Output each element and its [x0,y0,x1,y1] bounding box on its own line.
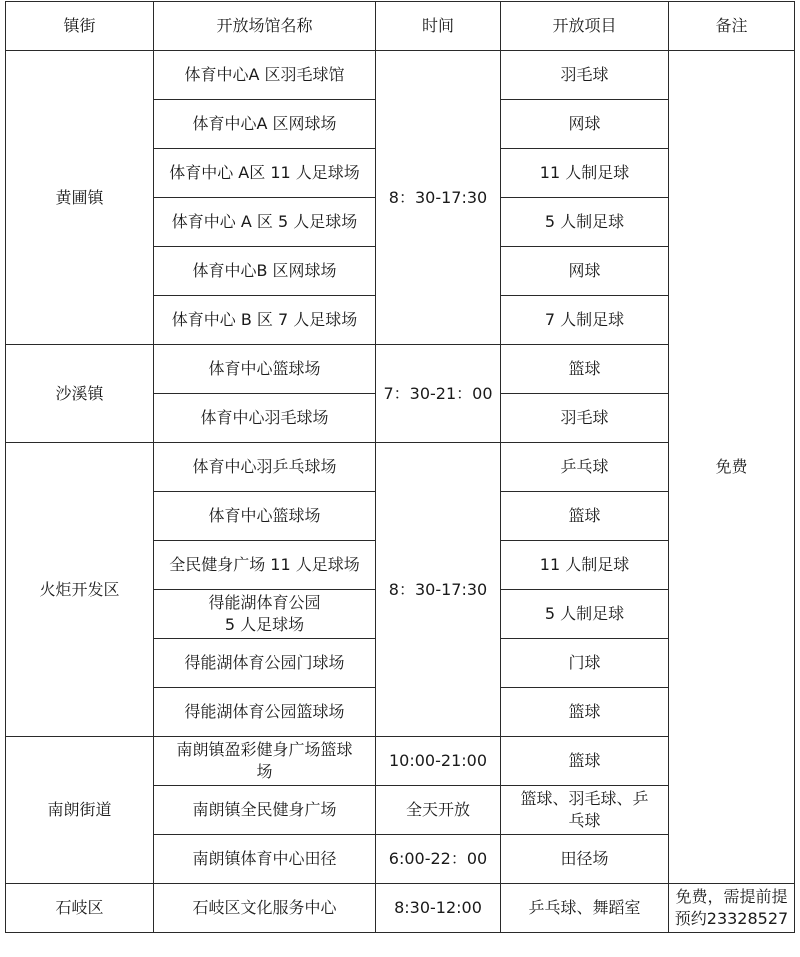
venue-line: 南朗镇盈彩健身广场篮球 [176,740,353,759]
venue-cell: 石岐区文化服务中心 [154,884,376,933]
time-cell: 10:00-21:00 [376,737,501,786]
table-row [6,51,795,100]
venue-cell: 体育中心 B 区 7 人足球场 [154,296,376,345]
project-line: 乓球 [568,811,601,830]
venue-cell: 体育中心 A区 11 人足球场 [154,149,376,198]
project-cell: 11 人制足球 [501,541,669,590]
venue-cell: 体育中心A 区网球场 [154,100,376,149]
project-cell: 羽毛球 [501,394,669,443]
time-cell: 8:30-12:00 [376,884,501,933]
remark-line: 免费，需提前提 [675,887,788,906]
venue-cell: 体育中心篮球场 [154,345,376,394]
town-cell: 沙溪镇 [6,345,154,443]
project-cell: 5 人制足球 [501,590,669,639]
project-cell: 乒乓球、舞蹈室 [501,884,669,933]
venue-cell [154,590,376,639]
remark-cell: 免费 [669,51,795,884]
header-project: 开放项目 [501,2,669,51]
venue-cell: 体育中心 A 区 5 人足球场 [154,198,376,247]
venue-cell: 得能湖体育公园篮球场 [154,688,376,737]
venue-cell: 全民健身广场 11 人足球场 [154,541,376,590]
project-cell: 篮球 [501,737,669,786]
town-cell: 南朗街道 [6,737,154,884]
venue-cell: 体育中心羽毛球场 [154,394,376,443]
header-venue: 开放场馆名称 [154,2,376,51]
time-cell: 7：30-21：00 [376,345,501,443]
project-cell: 篮球 [501,345,669,394]
town-cell: 黄圃镇 [6,51,154,345]
venue-cell: 体育中心B 区网球场 [154,247,376,296]
table-row [6,884,795,933]
project-cell: 篮球 [501,688,669,737]
venue-cell: 南朗镇体育中心田径 [154,835,376,884]
time-cell: 6:00-22：00 [376,835,501,884]
header-time: 时间 [376,2,501,51]
venue-line: 得能湖体育公园 [208,593,321,612]
venue-cell: 南朗镇全民健身广场 [154,786,376,835]
time-cell: 全天开放 [376,786,501,835]
time-cell: 8：30-17:30 [376,51,501,345]
project-cell: 11 人制足球 [501,149,669,198]
time-cell: 8：30-17:30 [376,443,501,737]
project-cell: 门球 [501,639,669,688]
project-line: 篮球、羽毛球、乒 [520,789,649,808]
town-cell: 火炬开发区 [6,443,154,737]
project-cell: 网球 [501,100,669,149]
header-town: 镇街 [6,2,154,51]
venue-cell: 体育中心篮球场 [154,492,376,541]
venue-line: 5 人足球场 [224,615,305,634]
venue-table [5,1,795,933]
project-cell: 5 人制足球 [501,198,669,247]
header-remark: 备注 [669,2,795,51]
project-cell [501,786,669,835]
venue-cell: 体育中心羽乒乓球场 [154,443,376,492]
venue-cell: 得能湖体育公园门球场 [154,639,376,688]
venue-line: 场 [256,762,273,781]
remark-line: 预约23328527 [674,909,789,928]
remark-cell [669,884,795,933]
project-cell: 篮球 [501,492,669,541]
project-cell: 7 人制足球 [501,296,669,345]
project-cell: 羽毛球 [501,51,669,100]
venue-cell: 体育中心A 区羽毛球馆 [154,51,376,100]
project-cell: 田径场 [501,835,669,884]
project-cell: 网球 [501,247,669,296]
project-cell: 乒乓球 [501,443,669,492]
header-row [6,2,795,51]
venue-cell [154,737,376,786]
town-cell: 石岐区 [6,884,154,933]
